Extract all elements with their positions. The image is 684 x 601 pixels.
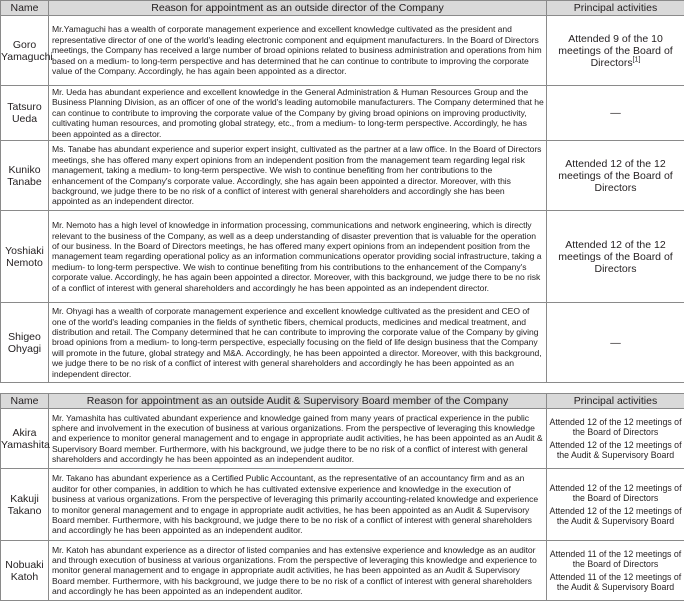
activities-cell <box>547 541 684 601</box>
first-name: Akira <box>1 427 48 439</box>
first-name: Shigeo <box>1 331 48 343</box>
column-header-activities: Principal activities <box>547 394 684 409</box>
last-name: Yamashita <box>1 439 48 451</box>
activities-cell: — <box>547 303 684 383</box>
column-header-reason: Reason for appointment as an outside director of the Company <box>49 1 547 16</box>
last-name: Nemoto <box>1 257 48 269</box>
director-name-cell <box>1 86 49 141</box>
first-name: Yoshiaki <box>1 245 48 257</box>
activities-cell <box>547 16 684 86</box>
auditor-name-cell <box>1 469 49 541</box>
first-name: Kuniko <box>1 164 48 176</box>
reason-cell: Mr. Ohyagi has a wealth of corporate management experience and excellent knowledge cultivated as the president and CEO of one of the world's leading companies in the fields of synthetic fibers, chemical products, medicines and medical treatment, and distribution and retail. The Company determined that he can contribute to improving the corporate value of the Company by giving broad opinions from a medium- to long-term perspective, especially focusing on the field of life design business that the Company will promote in the future, global strategy and M&A. Accordingly, he has been appointed a director. Moreover, with this background, we judge there to be no risk of a conflict of interest with general shareholders and accordingly he has been appointed as an independent director. <box>49 303 547 383</box>
audit-board-attendance: Attended 12 of the 12 meetings of the Audit & Supervisory Board <box>548 506 683 527</box>
activities-cell: Attended 12 of the 12 meetings of the Board of Directors <box>547 141 684 211</box>
table-row <box>1 303 684 383</box>
table-row <box>1 409 684 469</box>
column-header-activities: Principal activities <box>547 1 684 16</box>
activities-cell <box>547 409 684 469</box>
audit-board-attendance: Attended 12 of the 12 meetings of the Audit & Supervisory Board <box>548 440 683 461</box>
director-name-cell <box>1 211 49 303</box>
last-name: Yamaguchi <box>1 51 48 63</box>
outside-auditors-table <box>0 393 684 601</box>
auditor-name-cell <box>1 541 49 601</box>
last-name: Katoh <box>1 571 48 583</box>
table-row <box>1 469 684 541</box>
last-name: Ueda <box>1 113 48 125</box>
activities-cell <box>547 469 684 541</box>
reason-cell: Mr.Yamaguchi has a wealth of corporate management experience and excellent knowledge cultivated as the president and representative director of one of the world's leading electronic component and equipment manufacturers. In the Board of Directors meetings, the Company has received a large number of broad opinions related to business administration and operations from him based on a medium- to long-term perspective and has determined that he can continue to contribute to improving the corporate value of the Company. Accordingly, he has again been appointed as a director. <box>49 16 547 86</box>
board-attendance: Attended 12 of the 12 meetings of the Board of Directors <box>548 417 683 438</box>
table-spacer <box>0 383 684 393</box>
column-header-name: Name <box>1 394 49 409</box>
last-name: Tanabe <box>1 176 48 188</box>
board-attendance: Attended 11 of the 12 meetings of the Board of Directors <box>548 549 683 570</box>
board-attendance: Attended 12 of the 12 meetings of the Board of Directors <box>548 483 683 504</box>
last-name: Takano <box>1 505 48 517</box>
first-name: Kakuji <box>1 493 48 505</box>
table-header-row <box>1 1 684 16</box>
table-row <box>1 86 684 141</box>
director-name-cell <box>1 141 49 211</box>
director-name-cell <box>1 303 49 383</box>
reason-cell: Mr. Ueda has abundant experience and excellent knowledge in the General Administration & Human Resources Group and the Business Planning Division, as an officer of one of the world's leading automobile manufacturers. The Company determined that he can continue to contribute to improving the corporate value of the Company by giving broad opinions on improving productivity, cultivating human resources, and promoting global strategy, etc., from a medium- to long-term perspective. Accordingly, he has been appointed as a director. <box>49 86 547 141</box>
first-name: Nobuaki <box>1 559 48 571</box>
last-name: Ohyagi <box>1 343 48 355</box>
reason-cell: Mr. Takano has abundant experience as a Certified Public Accountant, as the representative of an accountancy firm and as an auditor for other companies, in addition to which he has cultivated extensive experience and knowledge in the execution of business at various organizations. From the perspective of leveraging this primarily accounting-related knowledge and experience to monitor general management and to engage in appropriate audit activities, he has been appointed as an Audit & Supervisory Board member. Furthermore, with his background, we judge there to be no risk of a conflict of interest with general shareholders and accordingly he has been appointed as an independent auditor. <box>49 469 547 541</box>
reason-cell: Mr. Yamashita has cultivated abundant experience and knowledge gained from many years of practical experience in the public sphere and involvement in the execution of business at various organizations. From the perspective of leveraging this knowledge and experience to monitor general management and to engage in appropriate audit activities, he has been appointed as an Audit & Supervisory Board member. Furthermore, with his background, we judge there to be no risk of a conflict of interest with general shareholders and accordingly he has been appointed as an independent auditor. <box>49 409 547 469</box>
table-header-row <box>1 394 684 409</box>
activities-cell: Attended 12 of the 12 meetings of the Board of Directors <box>547 211 684 303</box>
activities-cell: — <box>547 86 684 141</box>
column-header-name: Name <box>1 1 49 16</box>
director-name-cell <box>1 16 49 86</box>
reason-cell: Mr. Nemoto has a high level of knowledge in information processing, communications and network engineering, which is directly relevant to the business of the Company, as well as a deep understanding of disaster prevention that is valuable for the operation of our business. In the Board of Directors meetings, he has offered many expert opinions from an independent position from the management team regarding operational policy as an information communications operator providing social infrastructure, taking a medium- to long-term perspective. We wish to continue benefiting from his contributions to the enhancement of the Company's corporate value. Accordingly, he has again been appointed a director. Moreover, with this background, we judge there to be no risk of a conflict of interest with general shareholders and accordingly he has been appointed as an independent director. <box>49 211 547 303</box>
first-name: Tatsuro <box>1 101 48 113</box>
reason-cell: Ms. Tanabe has abundant experience and superior expert insight, cultivated as the partner at a law office. In the Board of Directors meetings, she has offered many expert opinions from an independent position from the management team regarding legal risk management, taking a medium- to long-term perspective. We wish to continue benefiting from her contributions to the enhancement of the Company's corporate value. Accordingly, she has again been appointed a director. Moreover, with this background, we judge there to be no risk of a conflict of interest with general shareholders and accordingly she has been appointed as an independent director. <box>49 141 547 211</box>
table-row <box>1 141 684 211</box>
reason-cell: Mr. Katoh has abundant experience as a director of listed companies and has extensive experience and knowledge as an auditor and through execution of business at various organizations. From the perspective of leveraging this knowledge and experience to monitor general management and to engage in appropriate audit activities, he has been appointed as an Audit & Supervisory Board member. Furthermore, with his background, we judge there to be no risk of a conflict of interest with general shareholders and accordingly he has been appointed as an independent auditor. <box>49 541 547 601</box>
column-header-reason: Reason for appointment as an outside Audit & Supervisory Board member of the Company <box>49 394 547 409</box>
table-row <box>1 541 684 601</box>
auditor-name-cell <box>1 409 49 469</box>
first-name: Goro <box>1 39 48 51</box>
footnote-marker: [1] <box>633 56 641 63</box>
table-row <box>1 16 684 86</box>
activities-text: Attended 9 of the 10 meetings of the Board of Directors <box>558 33 672 69</box>
table-row <box>1 211 684 303</box>
audit-board-attendance: Attended 11 of the 12 meetings of the Audit & Supervisory Board <box>548 572 683 593</box>
